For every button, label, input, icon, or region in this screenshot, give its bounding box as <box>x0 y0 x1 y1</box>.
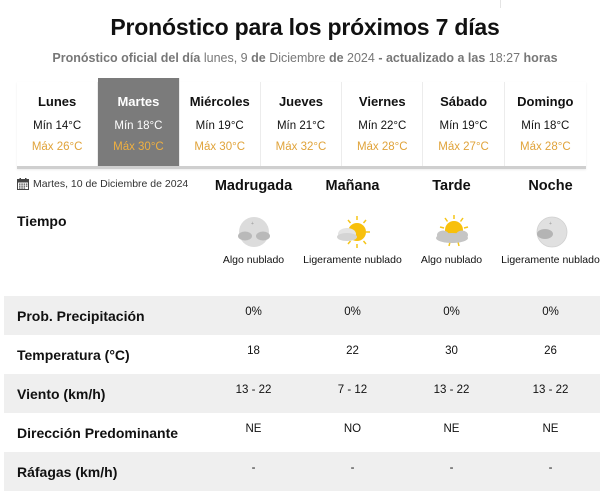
cell-value: 13 - 22 <box>532 383 569 396</box>
day-name: Domingo <box>517 94 574 109</box>
sun-slightly-cloudy-icon <box>333 213 373 253</box>
day-tab-miercoles[interactable] <box>180 82 261 166</box>
cell-value: NE <box>245 422 262 435</box>
day-tab-jueves[interactable] <box>261 82 342 166</box>
weather-icons-row <box>204 213 600 268</box>
row-label: Ráfagas (km/h) <box>17 463 118 480</box>
subtitle-time: 18:27 <box>488 51 521 65</box>
table-row-temperatura <box>4 335 600 374</box>
divider-line <box>500 0 501 8</box>
day-min: Mín 18°C <box>114 120 163 132</box>
svg-text:+: + <box>250 221 254 227</box>
day-max: Máx 26°C <box>31 141 83 153</box>
svg-text:+: + <box>548 221 552 227</box>
table-row-viento <box>4 374 600 413</box>
calendar-icon <box>17 178 29 190</box>
subtitle-date: lunes, 9 <box>203 51 248 65</box>
day-tab-viernes[interactable] <box>342 82 423 166</box>
subtitle-de: de <box>251 51 266 65</box>
cell-value: 7 - 12 <box>337 383 368 396</box>
day-min: Mín 19°C <box>195 120 244 132</box>
selected-date <box>17 178 188 190</box>
subtitle-year: 2024 <box>347 51 375 65</box>
day-tab-martes[interactable] <box>98 78 179 166</box>
period-madrugada: Madrugada <box>214 178 293 194</box>
cell-value: - <box>548 461 553 474</box>
moon-slightly-cloudy-icon <box>531 213 571 253</box>
subtitle-updated: - actualizado a las <box>378 51 486 65</box>
day-max: Máx 30°C <box>113 141 164 153</box>
weather-desc: Algo nublado <box>222 254 285 266</box>
day-max: Máx 27°C <box>438 141 489 153</box>
day-name: Jueves <box>278 94 324 109</box>
cell-value: 13 - 22 <box>433 383 470 396</box>
subtitle-de: de <box>328 51 344 65</box>
day-name: Viernes <box>358 94 406 109</box>
cell-value: 13 - 22 <box>235 383 272 396</box>
day-name: Miércoles <box>189 94 250 109</box>
day-name: Sábado <box>440 94 488 109</box>
day-name: Lunes <box>37 94 77 109</box>
subtitle-month: Diciembre <box>269 51 326 65</box>
period-headers <box>204 178 600 194</box>
day-max: Máx 28°C <box>356 141 408 153</box>
page-subtitle <box>0 51 610 65</box>
day-max: Máx 28°C <box>520 141 571 153</box>
subtitle-prefix: Pronóstico oficial del día <box>52 51 201 65</box>
sun-partly-cloudy-icon <box>432 213 472 253</box>
weather-cell <box>204 213 303 268</box>
row-label: Viento (km/h) <box>17 385 106 402</box>
period-manana: Mañana <box>325 178 380 194</box>
day-min: Mín 21°C <box>276 120 326 132</box>
day-max: Máx 30°C <box>194 141 246 153</box>
cell-value: 0% <box>245 305 262 318</box>
tiempo-label: Tiempo <box>17 213 67 229</box>
subtitle-suffix: horas <box>523 51 558 65</box>
day-tabs <box>17 82 586 169</box>
cell-value: NE <box>443 422 460 435</box>
cell-value: 0% <box>443 305 460 318</box>
weather-desc: Ligeramente nublado <box>303 254 402 266</box>
cell-value: 18 <box>247 344 260 357</box>
row-label: Prob. Precipitación <box>17 307 145 324</box>
cell-value: - <box>251 461 256 474</box>
weather-desc: Algo nublado <box>420 254 483 266</box>
period-noche: Noche <box>528 178 573 194</box>
forecast-table <box>4 296 600 491</box>
cell-value: - <box>449 461 454 474</box>
cell-value: 0% <box>542 305 559 318</box>
page-title: Pronóstico para los próximos 7 días <box>110 14 500 40</box>
day-min: Mín 19°C <box>439 120 488 132</box>
period-tarde: Tarde <box>432 178 471 194</box>
row-label: Temperatura (°C) <box>17 346 130 363</box>
day-name: Martes <box>117 94 160 109</box>
weather-cell <box>303 213 402 268</box>
cell-value: NE <box>542 422 559 435</box>
weather-cell <box>501 213 600 268</box>
day-tab-sabado[interactable] <box>423 82 504 166</box>
cell-value: 30 <box>445 344 458 357</box>
cell-value: NO <box>343 422 362 435</box>
cell-value: - <box>350 461 355 474</box>
cell-value: 0% <box>344 305 361 318</box>
date-label: Martes, 10 de Diciembre de 2024 <box>33 178 189 190</box>
day-min: Mín 18°C <box>521 120 570 132</box>
weather-cell <box>402 213 501 268</box>
day-min: Mín 14°C <box>33 120 82 132</box>
row-label: Dirección Predominante <box>17 424 179 441</box>
day-tab-lunes[interactable] <box>17 82 98 166</box>
moon-partly-cloudy-icon <box>234 213 274 253</box>
day-min: Mín 22°C <box>358 120 407 132</box>
cell-value: 22 <box>346 344 359 357</box>
day-max: Máx 32°C <box>275 141 327 153</box>
table-row-precipitacion <box>4 296 600 335</box>
table-row-rafagas <box>4 452 600 491</box>
day-tab-domingo[interactable] <box>505 82 586 166</box>
table-row-direccion <box>4 413 600 452</box>
weather-desc: Ligeramente nublado <box>501 254 600 266</box>
cell-value: 26 <box>544 344 557 357</box>
